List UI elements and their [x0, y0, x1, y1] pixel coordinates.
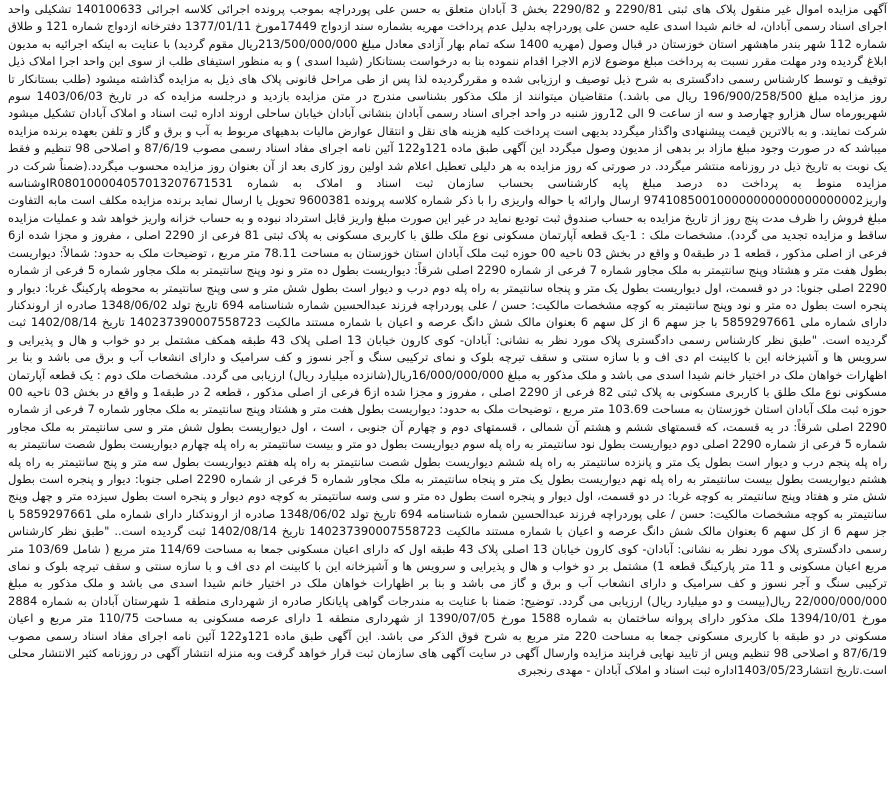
auction-notice-text: آگهی مزایده اموال غیر منقول پلاک های ثبتی 2290/81 و 2290/82 بخش 3 آبادان متعلق به حسن علی پوردراچه بموجب پرونده اجرائی کلاسه اجرائی 140100633 تشکیلی واحد اجرای اسناد رسمی آبادان، له خانم شیدا اسدی علیه حسن علی پوردراچه بدلیل عدم پرداخت مهریه بشماره سند ازدواج 17449مورخ 1377/01/11 دفترخانه ازدواج شماره 121 و طلاق شماره 112 شهر بندر ماهشهر استان خوزستان در قبال وصول (مهریه 1400 سکه تمام بهار آزادی معادل مبلغ 213/500/000/000ریال مقوم گردید) با عنایت به اینکه اجرائیه به مدیون ابلاغ گردیده ودر مهلت مقرر نسبت به پرداخت مبلغ موضوع لازم الاجرا اقدام ننموده بنا به درخواست بستانکار (شیدا اسدی ) و به منظور استیفای طلب از سوی این واحد اجرا املاک ذیل توقیف و توسط کارشناس رسمی دادگستری به شرح ذیل توصیف و ارزیابی شده و مقررگردیده لذا پس از طی مراحل قانونی پلاک های ذیل به مزایده گذاشته میشود (طلب بستانکار تا روز مزایده مبلغ 196/900/258/500 ریال می باشد.) متقاضیان میتوانند از ملک مذکور بشناسی مندرج در متن مزایده بازدید و درجلسه مزایده که در تاریخ 1403/06/03 سوم شهریورماه سال هزارو چهارصد و سه از ساعت 9 الی 12روز شنبه در واحد اجرای اسناد رسمی آبادان بنشانی آبادان خیابان ساحلی اروند اداره ثبت اسناد و املاک آبادان تشکیل میشود شرکت نمایند. و به بالاترین قیمت پیشنهادی واگذار میگردد بدیهی است پرداخت کلیه هزینه های نقل و انتقال عوارض مالیات بدهیهای مربوط به آب و برق و گاز و تلفن بعهده برنده مزایده میباشد که در صورت وجود مبلغ مازاد بر بدهی از مدیون وصول میگردد این آگهی طبق ماده 121و122 آئین نامه اجرای مفاد اسناد رسمی مصوب 87/6/19 و اصلاحی 98 تنظیم و فقط یک نوبت به تاریخ ذیل در روزنامه منتشر میگردد. در صورتی که روز مزایده به هر دلیلی تعطیل اعلام شد اولین روز کاری بعد از آن بعنوان روز مزایده محسوب میگردد.(ضمناً شرکت در مزایده منوط به پرداخت ده درصد مبلغ پایه کارشناسی بحساب سازمان ثبت اسناد و املاک به شماره IR080100004057013207671531وشناسه واریز974108500100000000000000000002 ارسال وارائه یا حواله واریزی را با ذکر شماره کلاسه پرونده 9600381 تحویل یا ارسال نماید برنده مزایده مکلف است مابه التفاوت مبلغ فروش را ظرف مدت پنج روز از تاریخ مزایده به حساب صندوق ثبت تودیع نماید در غیر این صورت مبلغ واریز قابل استرداد نبوده و به حساب خزانه واریز خواهد شد و عملیات مزایده ساقط و مزایده تجدید می گردد). مشخصات ملک : 1-یک قطعه آپارتمان مسکونی نوع ملک طلق با کاربری مسکونی به پلاک ثبتی 81 فرعی از 2290 اصلی ، مفروز و مجزا شده از6 فرعی از اصلی مذکور ، قطعه 1 در طبقه0 و واقع در بخش 03 ناحیه 00 حوزه ثبت ملک آبادان استان خوزستان به مساحت 78.11 متر مربع ، توضیحات ملک به حدود: شمالاً: دیواریست بطول هفت متر و هشتاد وپنج سانتیمتر به ملک مجاور شماره 7 فرعی از شماره 2290 اصلی شرقاً: دیواریست بطول ده متر و نود وپنج سانتیمتر به ملک مجاور شماره 5 فرعی از شماره 2290 اصلی جنوبا: در دو قسمت، اول دیواریست بطول یک متر و پنجاه سانتیمتر به راه پله دوم درب و دیوار است بطول شش متر و سی وپنج سانتیمتر به محوطه پارکینگ غربا: دیوار و پنجره است بطول ده متر و نود وپنج سانتیمتر به کوچه مشخصات مالکیت: حسن / علی پوردراچه فرزند عبدالحسین شماره شناسنامه 694 تاریخ تولد 1348/06/02 صادره از اروندکنار دارای شماره ملی 5859297661 با جز سهم 6 از کل سهم 6 بعنوان مالک شش دانگ عرصه و اعیان با شماره مستند مالکیت 140237390007558723 تاریخ 1402/08/14 ثبت گردیده است. "طبق نظر کارشناس رسمی دادگستری پلاک مورد نظر به نشانی: آبادان- کوی کارون خیابان 13 اصلی پلاک 43 طبقه همکف مشتمل بر دو خواب و هال و پذیرایی و سرویس ها و آشپزخانه این با کابینت ام دی اف و با سازه سنتی و سقف تیرچه بلوک و نمای ترکیبی سنگ و آجر نسوز و کف سرامیک و دارای انشعاب آب و برق می باشد و بنا بر اظهارات خواهان ملک در اختیار خانم شیدا اسدی می باشد و ملک مذکور به مبلغ 16/000/000/000ریال(شانزده میلیارد ریال) ارزیابی می گردد. مشخصات ملک دوم : یک قطعه آپارتمان مسکونی نوع ملک طلق با کاربری مسکونی به پلاک ثبتی 82 فرعی از 2290 اصلی ، مفروز و مجزا شده از6 فرعی از اصلی مذکور ، قطعه 2 در طبقه1 و واقع در بخش 03 ناحیه 00 حوزه ثبت ملک آبادان استان خوزستان به مساحت 103.69 متر مربع ، توضیحات ملک به حدود: دیواریست بطول هفت متر و هشتاد وپنج سانتیمتر به ملک مجاور شماره 7 فرعی از شماره 2290 اصلی شرقاً: در یه قسمت، که قسمتهای ششم و هشتم آن شمالی ، قسمتهای دوم و چهارم آن جنوبی ، است ، اول دیواریست بطول شش متر و سی سانتیمتر به ملک مجاور شماره 5 فرعی از شماره 2290 اصلی دوم دیواریست بطول نود سانتیمتر به راه پله سوم دیواریست بطول دو متر و بیست سانتیمتر به راه پله چهارم دیواریست بطول شصت سانتیمتر به راه پله پنجم درب و دیوار است بطول یک متر و پانزده سانتیمتر به راه پله ششم دیواریست بطول شصت سانتیمتر به راه پله هفتم دیواریست بطول سه متر و پنج سانتیمتر به راه پله هشتم دیواریست بطول بیست سانتیمتر به راه پله نهم دیواریست بطول یک متر و پنجاه سانتیمتر به ملک مجاور شماره 5 فرعی از شماره 2290 اصلی جنوبا: دیوار و پنجره است بطول شش متر و هفتاد وپنج سانتیمتر به کوچه غربا: در دو قسمت، اول دیوار و پنجره است بطول ده متر و سی وسه سانتیمتر به کوچه دوم دیوار و پنجره است بطول سیزده متر و چهل وپنج سانتیمتر به کوچه مشخصات مالکیت: حسن / علی پوردراچه فرزند عبدالحسین شماره شناسنامه 694 تاریخ تولد 1348/06/02 صادره از اروندکنار دارای شماره ملی 5859297661 با جز سهم 6 از کل سهم 6 بعنوان مالک شش دانگ عرصه و اعیان با شماره مستند مالکیت 140237390007558723 تاریخ 1402/08/14 ثبت گردیده است.. "طبق نظر کارشناس رسمی دادگستری پلاک مورد نظر به نشانی: آبادان- کوی کارون خیابان 13 اصلی پلاک 43 طبقه اول که دارای اعیان مسکونی جمعا به مساحت 114/69 متر مربع ( شامل 103/69 متر مربع اعیان مسکونی و 11 متر پارکینگ قطعه 1) مشتمل بر دو خواب و هال و پذیرایی و سرویس ها و آشپزخانه این با کابینت ام دی اف و با سازه سنتی و سقف تیرچه بلوک و نمای ترکیبی سنگ و آجر نسوز و کف سرامیک و دارای انشعاب آب و برق و گاز می باشد و بنا بر اظهارات خواهان ملک در اختیار خانم شیدا اسدی می باشد و ملک مذکور به مبلغ 22/000/000/000 ریال(بیست و دو میلیارد ریال) ارزیابی می گردد. توضیح: ضمنا با عنایت به مندرجات گواهی پایانکار صادره از شهرداری منطقه 1 شهرستان آبادان به شماره 2884 مورخ 1394/10/01 ملک مذکور دارای پروانه ساختمان به شماره 1588 مورخ 1390/07/05 از شهرداری منطقه 1 دارای عرصه مسکونی به مساحت 110/75 متر مربع و اعیان مسکونی در دو طبقه با کاربری مسکونی جمعا به مساحت 220 متر مربع به شرح فوق الذکر می باشد. این آگهی طبق ماده 121و122 آئین نامه اجرای مفاد اسناد رسمی مصوب 87/6/19 و اصلاحی 98 تنظیم وپس از تایید نهایی فرایند مزایده وارسال آگهی در سایت آگهی های سازمان ثبت قرار خواهد گرفت وبه منزله انتشار آگهی در روزنامه کثیر الانتشار محلی است.تاریخ انتشار1403/05/23اداره ثبت اسناد و املاک آبادان - مهدی رنجبری: [8, 2, 888, 678]
